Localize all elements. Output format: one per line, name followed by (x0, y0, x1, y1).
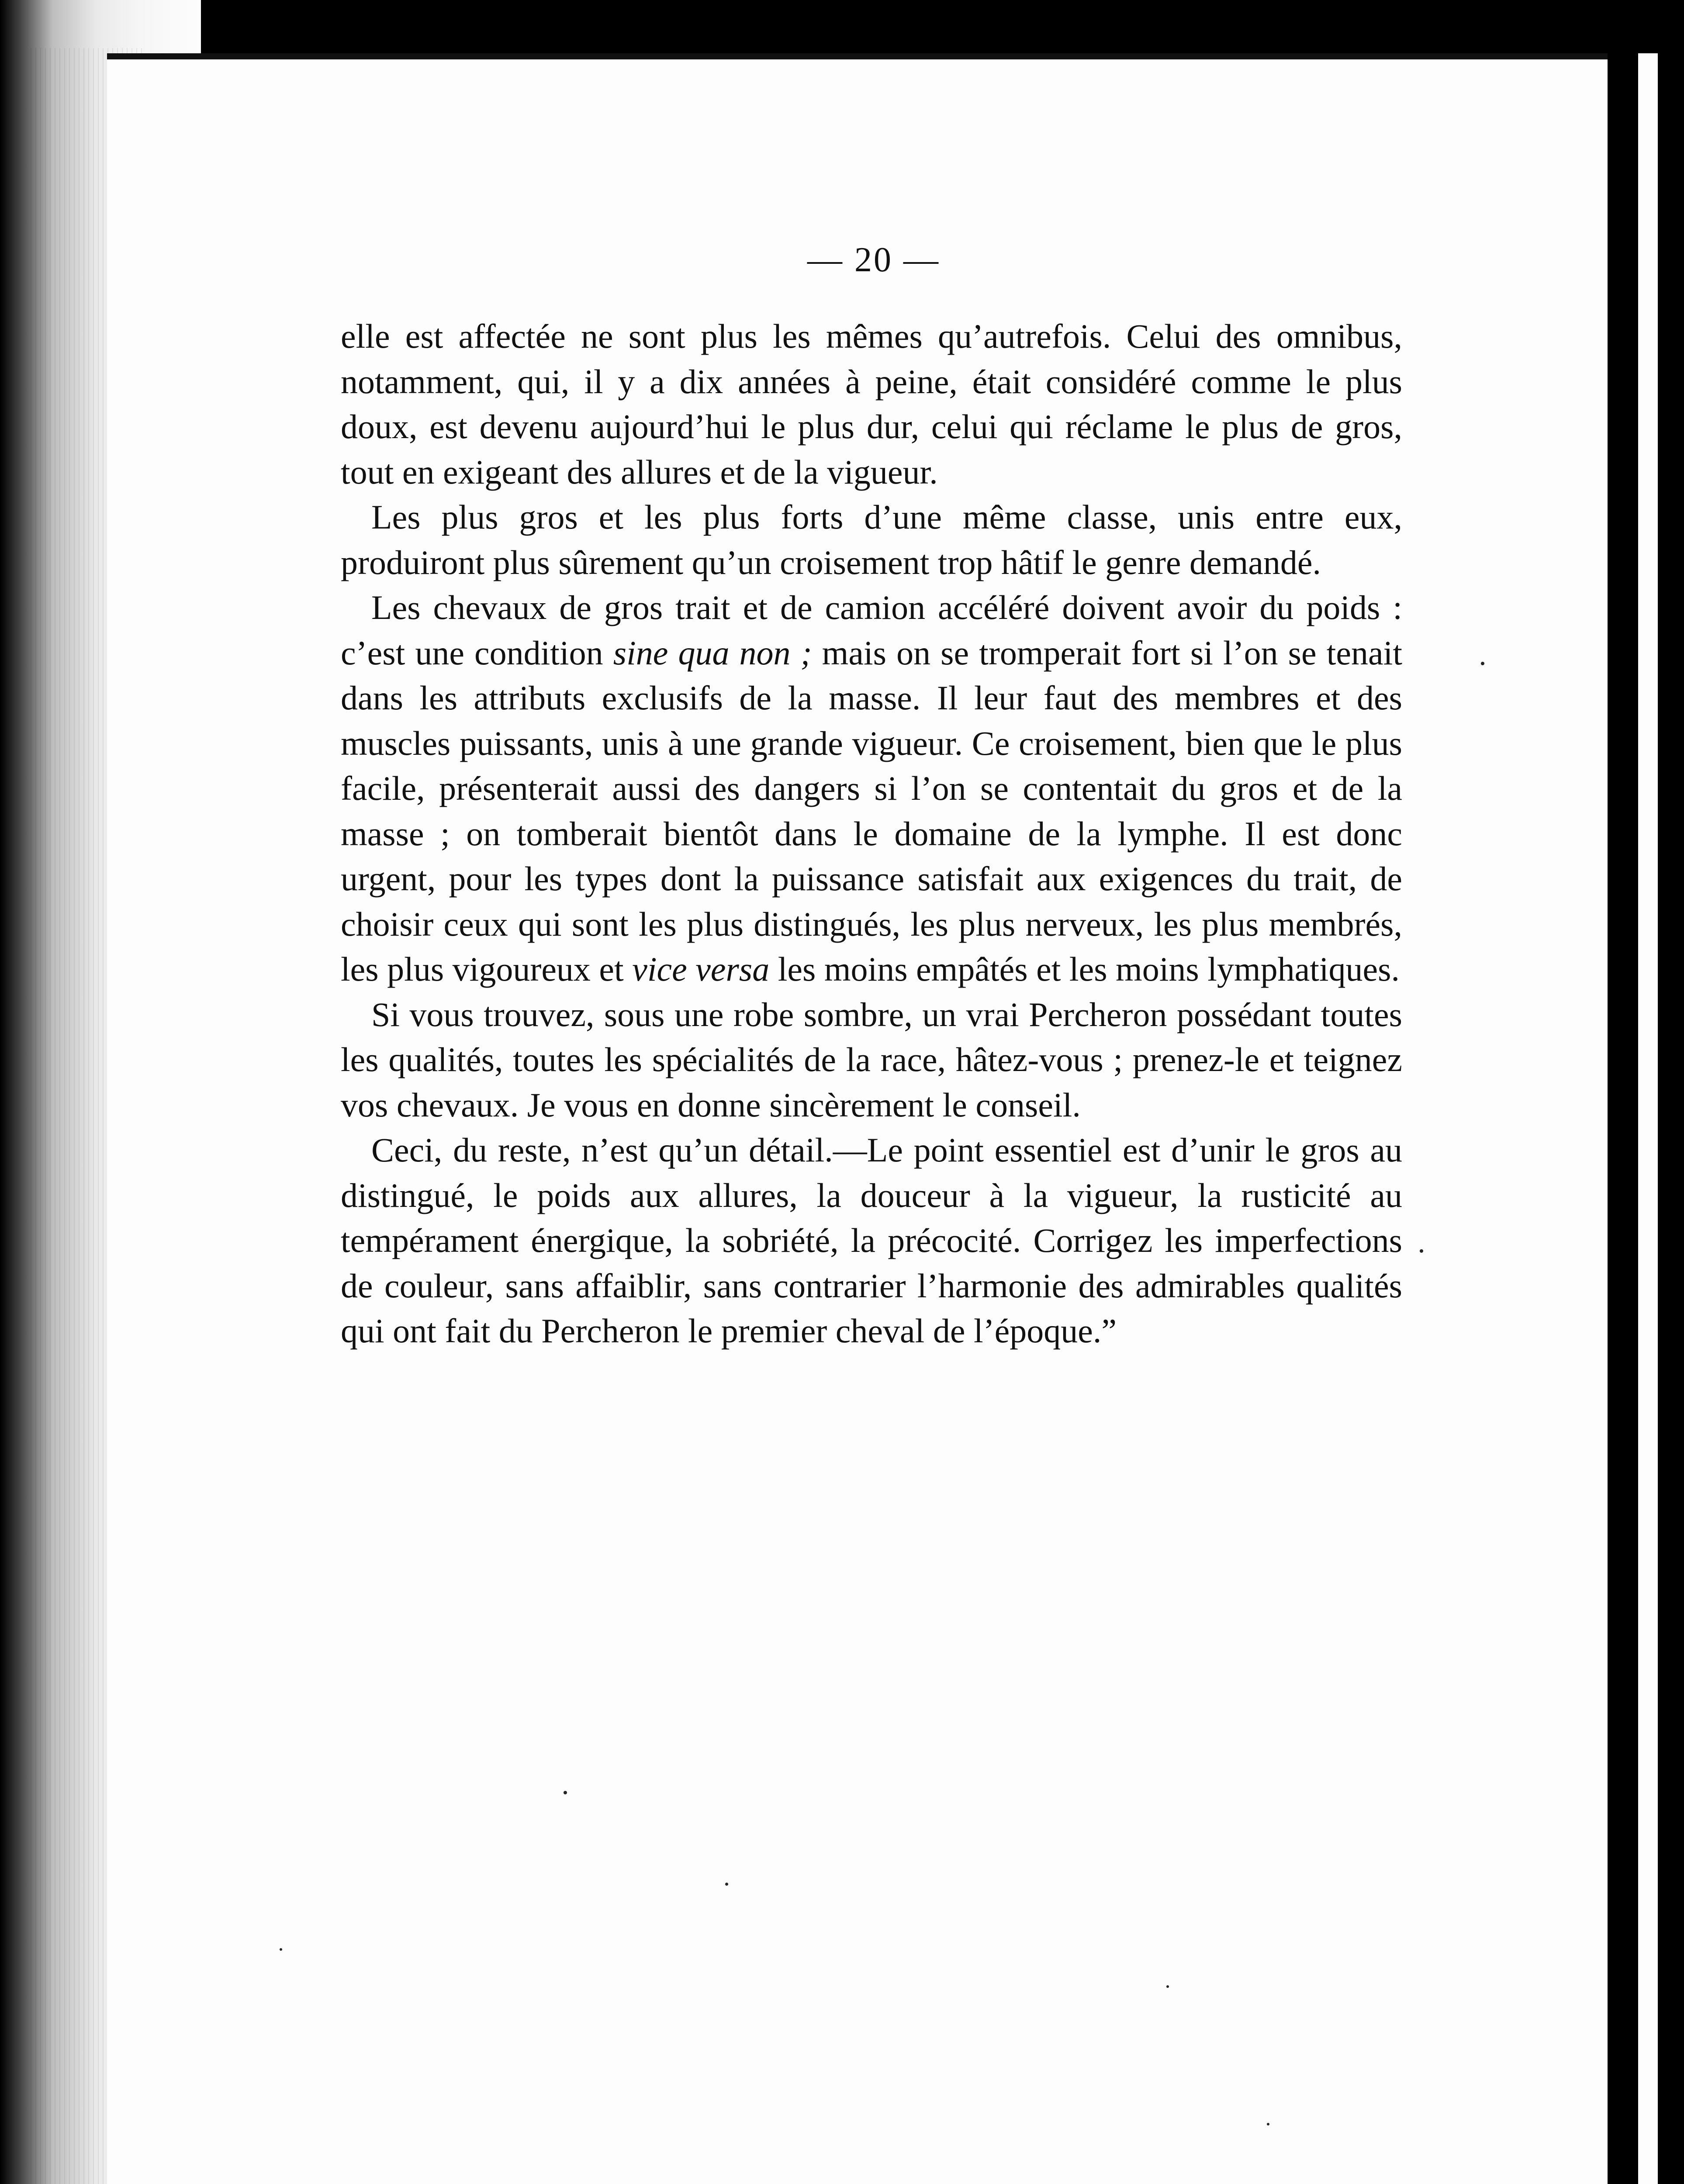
paragraph-3 (341, 585, 1402, 992)
scan-speck (1420, 1249, 1423, 1253)
paragraph-3-text-a: Les chevaux de gros trait et de camion accéléré doivent avoir du poids : c’est une condition (341, 588, 1402, 672)
paragraph-5: Ceci, du reste, n’est qu’un détail.—Le point essentiel est d’unir le gros au distingué, le poids aux allures, la douceur à la vigueur, la rusticité au tempérament énergique, la sobriété, la précocité. Corrigez les imperfections de couleur, sans affaiblir, sans contrarier l’harmonie des admirables qualités qui ont fait du Percheron le premier cheval de l’époque.” (341, 1131, 1402, 1350)
page-number: — 20 — (807, 241, 940, 279)
right-margin-strip (1638, 53, 1658, 2184)
paragraph-3-text-c: les moins empâtés et les moins lymphatiques. (769, 950, 1400, 988)
scan-speck (1481, 662, 1484, 665)
italic-phrase-vice-versa: vice versa (632, 950, 770, 988)
paragraph-4: Si vous trouvez, sous une robe sombre, un vrai Percheron possédant toutes les qualités, toutes les spécialités de la race, hâtez-vous ; prenez-le et teignez vos chevaux. Je vous en donne sincèrement le conseil. (341, 995, 1402, 1124)
scan-speck (1267, 2123, 1269, 2125)
paragraph-2: Les plus gros et les plus forts d’une même classe, unis entre eux, produiront plus sûrement qu’un croisement trop hâtif le genre demandé. (341, 498, 1402, 581)
paragraph-1: elle est affectée ne sont plus les mêmes qu’autrefois. Celui des omnibus, notamment, qui, il y a dix années à peine, était considéré comme le plus doux, est devenu aujourd’hui le plus dur, celui qui réclame le plus de gros, tout en exigeant des allures et de la vigueur. (341, 317, 1402, 491)
scan-speck (725, 1883, 728, 1886)
page-top-edge (107, 53, 1608, 59)
right-border-bar (1608, 53, 1638, 2184)
scan-speck (564, 1791, 567, 1794)
scan-speck (280, 1948, 282, 1951)
italic-phrase-sine-qua-non: sine qua non ; (613, 633, 812, 672)
paragraph-3-text-b: mais on se tromperait fort si l’on se tenait dans les attributs exclusifs de la masse. Il leur faut des membres et des muscles puissants, unis à une grande vigueur. Ce croisement, bien que le plus facile, présenterait aussi des dangers si l’on se contentait du gros et de la masse ; on tomberait bientôt dans le domaine de la lymphe. Il est donc urgent, pour les types dont la puissance satisfait aux exigences du trait, de choisir ceux qui sont les plus distingués, les plus nerveux, les plus membrés, les plus vigoureux et (341, 633, 1402, 988)
body-text (341, 314, 1402, 1354)
scan-speck (1166, 1985, 1169, 1988)
